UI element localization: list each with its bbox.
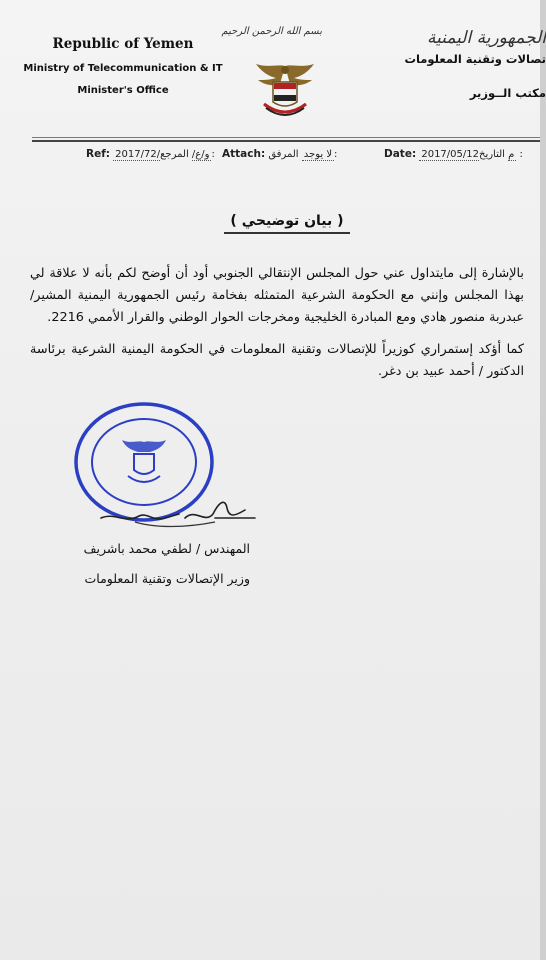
statement-title: ( بيان توضيحي ) [224, 210, 350, 234]
paragraph-1: بالإشارة إلى مايتداول عني حول المجلس الإنتقالي الجنوبي أود أن أوضح لكم بأنه لا علاقة لي بهذا المجلس وإنني مع الحكومة الشرعية المتمثله بفخامة رئيس الجمهورية اليمنية المشير/ عبدربة منصور هادي ومع المبادرة الخليجية ومخرجات الحوار الوطني والقرار الأممي 2216. [30, 266, 524, 325]
country-name-en: Republic of Yemen [52, 36, 194, 52]
ref-label: Ref: [86, 148, 110, 160]
date-field [384, 148, 523, 168]
signer-name: المهندس / لطفي محمد باشريف [83, 541, 250, 556]
ref-label-ar: المرجع: [160, 149, 215, 160]
ref-value: 2017/72/و/ع/ [115, 149, 210, 160]
attach-label-ar: المرفق: [268, 149, 338, 160]
attachment-field [222, 148, 337, 168]
header-rule-thick [32, 140, 540, 142]
letter-body [30, 263, 524, 393]
paragraph-2: كما أؤكد إستمراري كوزيراً للإتصالات وتقنية المعلومات في الحكومة اليمنية الشرعية برئاسة الدكتور / أحمد عبيد بن دغر. [30, 342, 524, 379]
attach-value: لا يوجد [303, 149, 333, 160]
header-english [18, 30, 228, 96]
ministry-name-en: Ministry of Telecommunication & IT [23, 63, 223, 74]
country-name-ar: الجمهورية اليمنية [426, 28, 546, 48]
basmala: بسم الله الرحمن الرحيم [221, 26, 322, 37]
date-label-ar: التاريخ : [478, 149, 523, 160]
office-name-ar: مكتب الــوزير [469, 86, 546, 100]
signature-icon [95, 488, 265, 538]
signer-block [40, 534, 250, 594]
attach-label: Attach: [222, 148, 266, 160]
date-label: Date: [384, 148, 417, 160]
eagle-emblem-icon [250, 58, 320, 122]
header-rule [32, 137, 540, 138]
office-name-en: Minister's Office [77, 85, 169, 96]
reference-field [86, 148, 215, 168]
signer-position: وزير الإتصالات وتقنية المعلومات [84, 571, 250, 586]
header-arabic [396, 28, 546, 100]
ministry-name-ar: تصالات وتقنية المعلومات [404, 52, 546, 66]
date-value: 2017/05/12م [421, 149, 515, 160]
